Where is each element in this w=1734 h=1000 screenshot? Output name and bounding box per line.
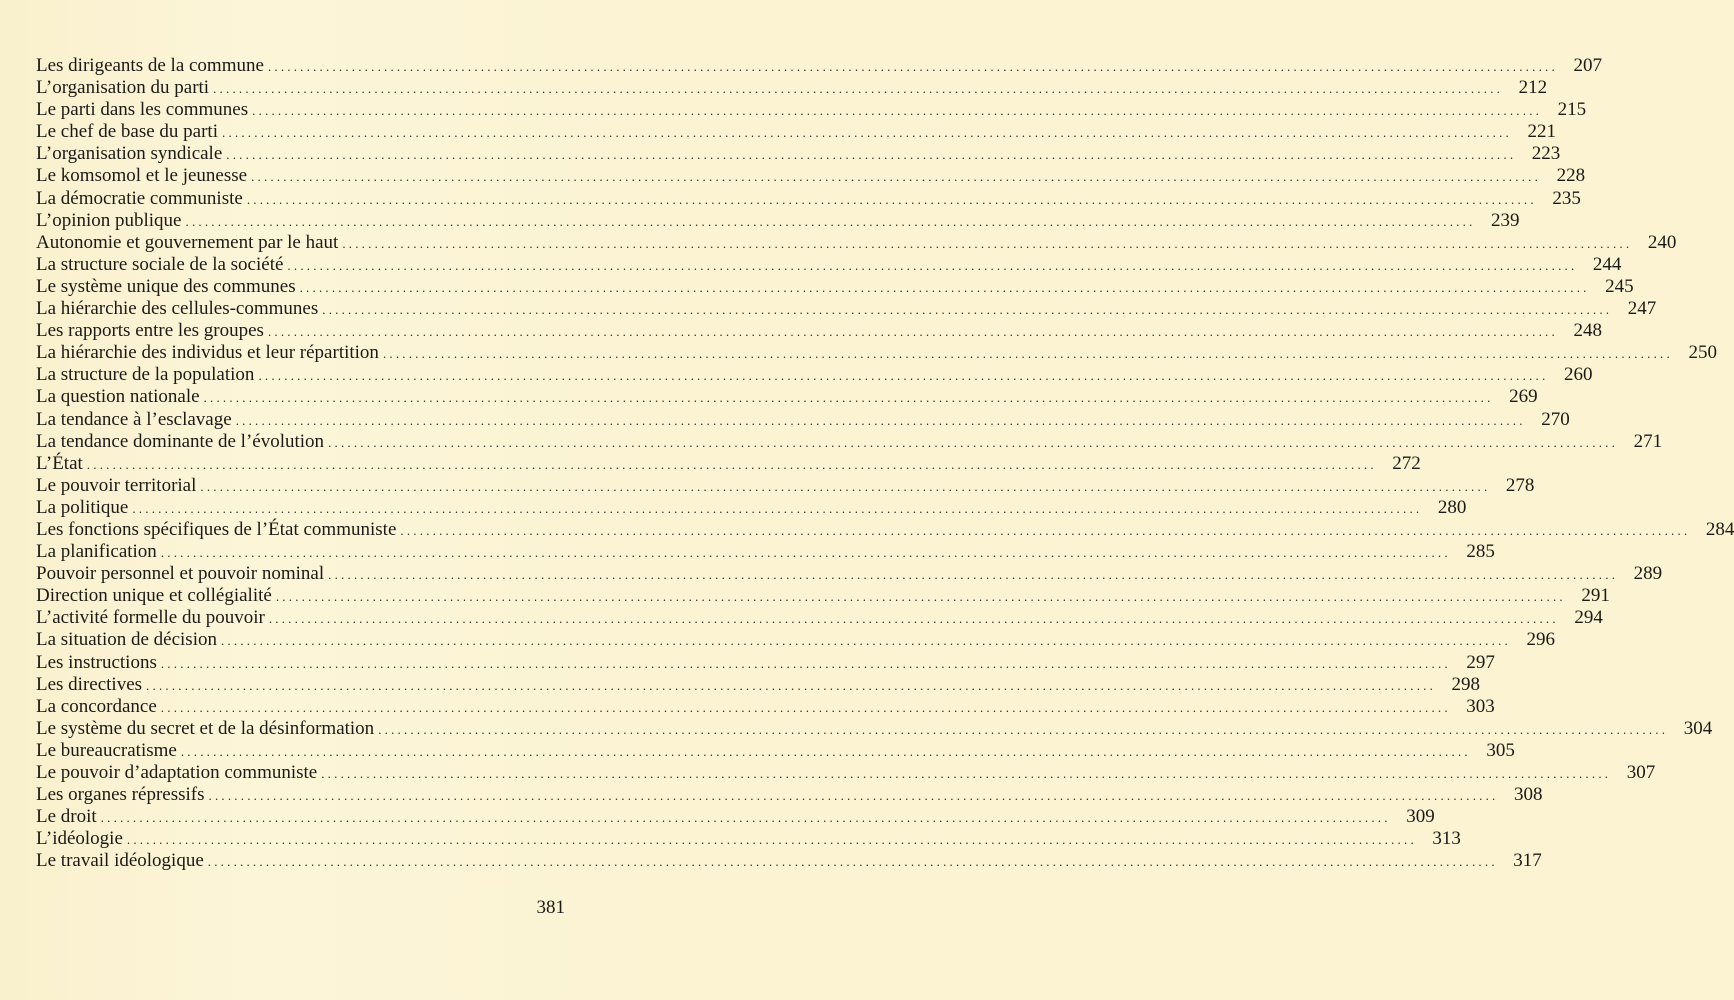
toc-entry-page: 304 bbox=[1683, 717, 1713, 739]
toc-entry bbox=[36, 143, 1561, 165]
toc-entry-title: La concordance bbox=[36, 695, 157, 717]
toc-entry bbox=[36, 364, 1593, 386]
dot-leader: ........................................................................................................................................................................................................ bbox=[246, 191, 1537, 207]
dot-leader: ........................................................................................................................................................................................................ bbox=[400, 522, 1691, 538]
toc-entry bbox=[36, 828, 1461, 850]
dot-leader: ........................................................................................................................................................................................................ bbox=[251, 169, 1542, 185]
toc-entry-title: Direction unique et collégialité bbox=[36, 585, 272, 607]
toc-entry-page: 247 bbox=[1627, 298, 1657, 320]
toc-entry bbox=[36, 386, 1538, 408]
dot-leader: ........................................................................................................................................................................................................ bbox=[267, 324, 1558, 340]
toc-entry bbox=[36, 563, 1663, 585]
toc-entry bbox=[36, 209, 1520, 232]
dot-leader: ........................................................................................................................................................................................................ bbox=[86, 456, 1377, 472]
toc-entry-page: 280 bbox=[1437, 496, 1467, 518]
toc-entry bbox=[36, 430, 1663, 453]
toc-entry-title: La politique bbox=[36, 496, 129, 518]
toc-entry-page: 308 bbox=[1514, 784, 1543, 806]
toc-entry-title: Pouvoir personnel et pouvoir nominal bbox=[36, 563, 325, 585]
toc-entry-page: 215 bbox=[1557, 99, 1587, 121]
dot-leader: ........................................................................................................................................................................................................ bbox=[382, 346, 1673, 362]
toc-entry-title: Le système unique des communes bbox=[36, 275, 296, 297]
toc-entry-title: Le chef de base du parti bbox=[36, 121, 218, 143]
dot-leader: ........................................................................................................................................................................................................ bbox=[126, 832, 1417, 848]
dot-leader: ........................................................................................................................................................................................................ bbox=[378, 721, 1669, 737]
toc-entry bbox=[36, 231, 1677, 254]
toc-entry-page: 221 bbox=[1527, 121, 1556, 143]
toc-entry-page: 294 bbox=[1574, 607, 1603, 629]
toc-entry-page: 298 bbox=[1451, 673, 1481, 695]
toc-entry bbox=[36, 695, 1495, 718]
toc-entry-page: 245 bbox=[1605, 275, 1634, 297]
toc-entry-title: Le bureaucratisme bbox=[36, 739, 177, 761]
dot-leader: ........................................................................................................................................................................................................ bbox=[328, 567, 1619, 583]
dot-leader: ........................................................................................................................................................................................................ bbox=[213, 81, 1504, 97]
toc-entry-page: 250 bbox=[1688, 342, 1717, 364]
toc-entry-page: 223 bbox=[1531, 143, 1561, 165]
dot-leader: ........................................................................................................................................................................................................ bbox=[226, 147, 1517, 163]
dot-leader: ........................................................................................................................................................................................................ bbox=[267, 59, 1558, 74]
toc-entry-title: La hiérarchie des cellules-communes bbox=[36, 298, 319, 320]
toc-entry-title: L’idéologie bbox=[36, 828, 123, 850]
toc-entry-page: 305 bbox=[1486, 739, 1515, 761]
toc-entry-page: 309 bbox=[1406, 806, 1435, 828]
toc-entry bbox=[36, 165, 1586, 187]
dot-leader: ........................................................................................................................................................................................................ bbox=[258, 368, 1549, 384]
toc-entry bbox=[36, 342, 1717, 364]
toc-entry bbox=[36, 187, 1581, 210]
toc-entry-title: Le komsomol et le jeunesse bbox=[36, 165, 248, 187]
toc-entry-page: 297 bbox=[1466, 651, 1495, 673]
toc-entry bbox=[36, 474, 1535, 497]
toc-entry-title: L’organisation syndicale bbox=[36, 143, 223, 165]
dot-leader: ........................................................................................................................................................................................................ bbox=[200, 478, 1491, 494]
toc-entry-title: Les dirigeants de la commune bbox=[36, 55, 264, 76]
toc-entry-title: L’opinion publique bbox=[36, 209, 182, 231]
toc-entry-page: 271 bbox=[1633, 430, 1663, 452]
toc-entry-page: 270 bbox=[1541, 408, 1570, 430]
toc-entry bbox=[36, 275, 1634, 298]
dot-leader: ........................................................................................................................................................................................................ bbox=[342, 235, 1633, 251]
toc-entry-title: Le pouvoir territorial bbox=[36, 474, 197, 496]
toc-entry-page: 313 bbox=[1432, 828, 1461, 850]
toc-entry-title: L’activité formelle du pouvoir bbox=[36, 607, 265, 629]
dot-leader: ........................................................................................................................................................................................................ bbox=[185, 213, 1476, 229]
toc-entry-title: La situation de décision bbox=[36, 629, 217, 651]
toc-entry bbox=[36, 673, 1481, 696]
toc-entry bbox=[36, 298, 1657, 320]
dot-leader: ........................................................................................................................................................................................................ bbox=[160, 655, 1451, 671]
toc-entry-title: La tendance à l’esclavage bbox=[36, 408, 232, 430]
toc-entry-title: La hiérarchie des individus et leur répartition bbox=[36, 342, 379, 364]
dot-leader: ........................................................................................................................................................................................................ bbox=[321, 766, 1612, 781]
toc-entry-page: 278 bbox=[1505, 474, 1535, 496]
toc-entry bbox=[36, 55, 1602, 77]
dot-leader: ........................................................................................................................................................................................................ bbox=[275, 589, 1566, 605]
toc-entry bbox=[36, 496, 1467, 519]
toc-entry bbox=[36, 629, 1555, 651]
toc-entry-title: Les directives bbox=[36, 673, 143, 695]
toc-entry-title: Le droit bbox=[36, 806, 97, 828]
toc-entry bbox=[36, 408, 1570, 431]
dot-leader: ........................................................................................................................................................................................................ bbox=[208, 788, 1499, 804]
toc-entry-title: La planification bbox=[36, 541, 157, 563]
toc-entry-title: Le parti dans les communes bbox=[36, 99, 249, 121]
dot-leader: ........................................................................................................................................................................................................ bbox=[203, 390, 1494, 406]
toc-entry-title: Les fonctions spécifiques de l’État communiste bbox=[36, 518, 397, 540]
toc-entry-title: La question nationale bbox=[36, 386, 200, 408]
toc-entry-title: Le pouvoir d’adaptation communiste bbox=[36, 762, 318, 783]
toc-entry-page: 239 bbox=[1491, 209, 1520, 231]
dot-leader: ........................................................................................................................................................................................................ bbox=[268, 611, 1559, 627]
dot-leader: ........................................................................................................................................................................................................ bbox=[100, 810, 1391, 826]
dot-leader: ........................................................................................................................................................................................................ bbox=[252, 103, 1543, 119]
toc-entry-page: 235 bbox=[1552, 187, 1581, 209]
toc-entry-page: 291 bbox=[1581, 585, 1610, 607]
toc-entry bbox=[36, 739, 1515, 762]
toc-entry-page: 207 bbox=[1573, 55, 1602, 76]
toc-entry-title: Les rapports entre les groupes bbox=[36, 320, 264, 342]
toc-entry bbox=[36, 651, 1495, 674]
toc-entry-title: Les instructions bbox=[36, 651, 157, 673]
toc-entry-title: Le travail idéologique bbox=[36, 850, 204, 872]
toc-entry bbox=[36, 518, 1734, 541]
dot-leader: ........................................................................................................................................................................................................ bbox=[132, 500, 1423, 516]
toc-entry-page: 285 bbox=[1466, 541, 1495, 563]
toc-entry-title: L’organisation du parti bbox=[36, 77, 210, 99]
dot-leader: ........................................................................................................................................................................................................ bbox=[146, 677, 1437, 693]
toc-entry bbox=[36, 121, 1556, 143]
dot-leader: ........................................................................................................................................................................................................ bbox=[235, 412, 1526, 428]
toc-entry-page: 260 bbox=[1563, 364, 1593, 386]
toc-entry bbox=[36, 77, 1548, 99]
toc-entry bbox=[36, 850, 1542, 872]
toc-entry-page: 303 bbox=[1466, 695, 1495, 717]
toc-entry-page: 307 bbox=[1626, 762, 1656, 783]
toc-entry bbox=[36, 541, 1495, 563]
toc-entry-page: 317 bbox=[1513, 850, 1542, 872]
page-number: 381 bbox=[536, 897, 565, 918]
dot-leader: ........................................................................................................................................................................................................ bbox=[160, 545, 1451, 561]
dot-leader: ........................................................................................................................................................................................................ bbox=[207, 854, 1498, 870]
toc-entry-title: Les organes répressifs bbox=[36, 784, 205, 806]
toc-entry bbox=[36, 762, 1656, 784]
table-of-contents bbox=[36, 55, 1734, 872]
toc-entry bbox=[36, 806, 1435, 828]
toc-entry-page: 269 bbox=[1509, 386, 1538, 408]
toc-entry-page: 228 bbox=[1556, 165, 1586, 187]
toc-entry bbox=[36, 607, 1603, 629]
dot-leader: ........................................................................................................................................................................................................ bbox=[287, 257, 1578, 273]
toc-entry-page: 284 bbox=[1705, 518, 1734, 540]
toc-entry bbox=[36, 99, 1587, 121]
toc-entry bbox=[36, 585, 1610, 607]
toc-entry-title: Le système du secret et de la désinformation bbox=[36, 717, 375, 739]
toc-entry-title: La structure de la population bbox=[36, 364, 255, 386]
toc-entry bbox=[36, 320, 1602, 342]
toc-entry-title: La structure sociale de la société bbox=[36, 253, 284, 275]
dot-leader: ........................................................................................................................................................................................................ bbox=[160, 699, 1451, 715]
toc-entry bbox=[36, 784, 1543, 806]
toc-entry-page: 240 bbox=[1647, 231, 1677, 253]
toc-entry-title: La tendance dominante de l’évolution bbox=[36, 430, 325, 452]
dot-leader: ........................................................................................................................................................................................................ bbox=[222, 125, 1512, 141]
dot-leader: ........................................................................................................................................................................................................ bbox=[299, 279, 1590, 295]
toc-entry bbox=[36, 452, 1421, 475]
toc-entry-title: Autonomie et gouvernement par le haut bbox=[36, 231, 339, 253]
dot-leader: ........................................................................................................................................................................................................ bbox=[220, 633, 1511, 649]
toc-entry-page: 244 bbox=[1592, 253, 1622, 275]
dot-leader: ........................................................................................................................................................................................................ bbox=[322, 302, 1613, 318]
toc-entry-page: 248 bbox=[1573, 320, 1602, 342]
toc-entry-title: La démocratie communiste bbox=[36, 187, 243, 209]
toc-entry-title: L’État bbox=[36, 452, 83, 474]
dot-leader: ........................................................................................................................................................................................................ bbox=[180, 743, 1471, 759]
toc-entry-page: 272 bbox=[1392, 452, 1421, 474]
toc-entry-page: 289 bbox=[1633, 563, 1663, 585]
toc-entry bbox=[36, 717, 1713, 740]
dot-leader: ........................................................................................................................................................................................................ bbox=[328, 434, 1619, 450]
toc-entry-page: 296 bbox=[1526, 629, 1555, 651]
toc-entry-page: 212 bbox=[1518, 77, 1548, 99]
toc-entry bbox=[36, 253, 1622, 276]
